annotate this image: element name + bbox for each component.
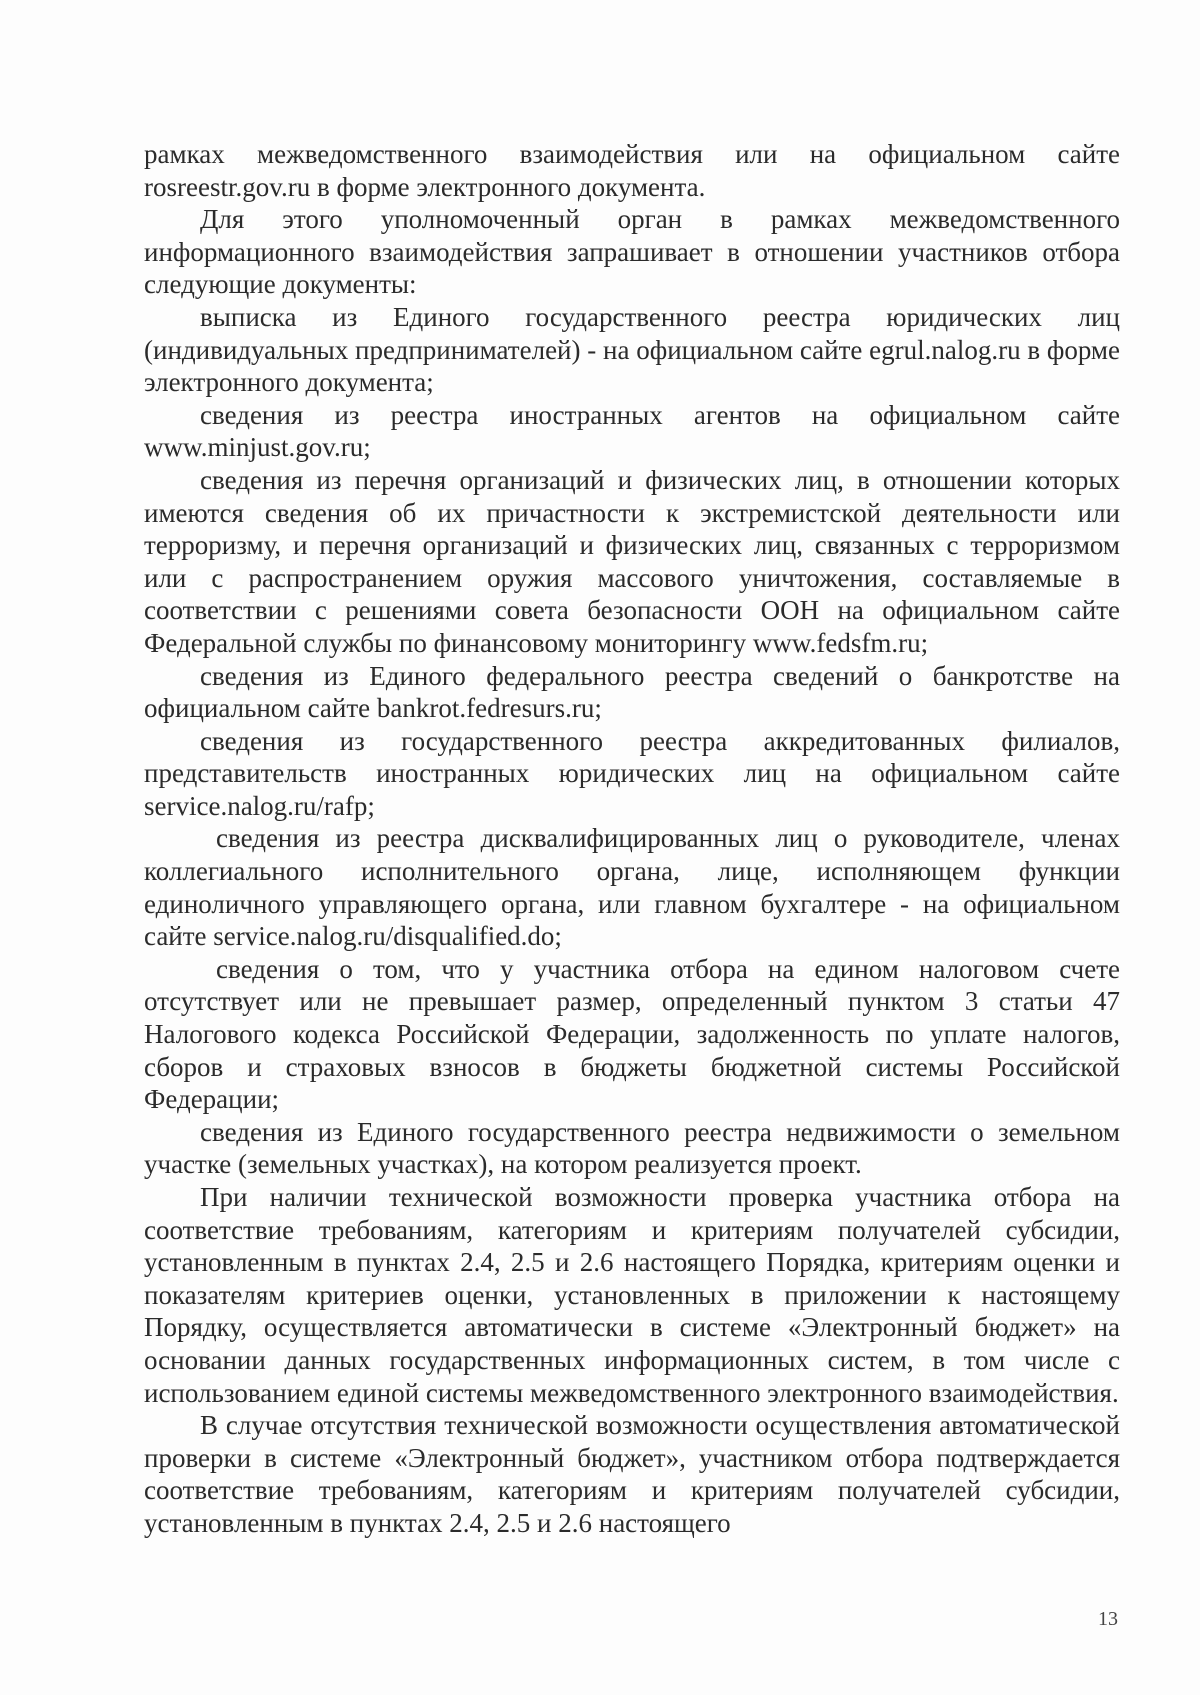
paragraph-manual-confirmation: В случае отсутствия технической возможности осуществления автоматической проверки в системе «Электронный бюджет», участником отбора подтверждается соответствие требованиям, категориям и критериям получателей субсидии, установленным в пунктах 2.4, 2.5 и 2.6 настоящего: [144, 1410, 1120, 1538]
paragraph-egrul-extract: выписка из Единого государственного реестра юридических лиц (индивидуальных предпринимателей) - на официальном сайте egrul.nalog.ru в форме электронного документа;: [144, 301, 1120, 398]
paragraph-foreign-agents: сведения из реестра иностранных агентов на официальном сайте www.minjust.gov.ru;: [144, 399, 1120, 463]
paragraph-continuation: рамках межведомственного взаимодействия или на официальном сайте rosreestr.gov.ru в форме электронного документа.: [144, 139, 1120, 202]
paragraph-accredited-branches: сведения из государственного реестра аккредитованных филиалов, представительств иностранных юридических лиц на официальном сайте service.nalog.ru/rafp;: [144, 725, 1120, 821]
document-body: [144, 138, 1120, 1540]
paragraph-bankruptcy-register: сведения из Единого федерального реестра сведений о банкротстве на официальном сайте bankrot.fedresurs.ru;: [144, 660, 1120, 724]
paragraph-request-intro: Для этого уполномоченный орган в рамках межведомственного информационного взаимодействия запрашивает в отношении участников отбора следующие документы:: [144, 204, 1120, 300]
page-number: 13: [1098, 1608, 1118, 1630]
paragraph-disqualified-persons: сведения из реестра дисквалифицированных лиц о руководителе, членах коллегиального исполнительного органа, лице, исполняющем функции единоличного управляющего органа, или главном бухгалтере - на официальном сайте service.nalog.ru/disqualified.do;: [144, 823, 1120, 952]
paragraph-automatic-check: При наличии технической возможности проверка участника отбора на соответствие требованиям, категориям и критериям получателей субсидии, установленным в пунктах 2.4, 2.5 и 2.6 настоящего Порядка, критериям оценки и показателям критериев оценки, установленных в приложении к настоящему Порядку, осуществляется автоматически в системе «Электронный бюджет» на основании данных государственных информационных систем, в том числе с использованием единой системы межведомственного электронного взаимодействия.: [144, 1182, 1120, 1408]
paragraph-extremism-list: сведения из перечня организаций и физических лиц, в отношении которых имеются сведения об их причастности к экстремистской деятельности или терроризму, и перечня организаций и физических лиц, связанных с терроризмом или с распространением оружия массового уничтожения, составляемые в соответствии с решениями совета безопасности ООН на официальном сайте Федеральной службы по финансовому мониторингу www.fedsfm.ru;: [144, 464, 1120, 658]
paragraph-land-register: сведения из Единого государственного реестра недвижимости о земельном участке (земельных участках), на котором реализуется проект.: [144, 1116, 1120, 1180]
paragraph-tax-debt: сведения о том, что у участника отбора на едином налоговом счете отсутствует или не превышает размер, определенный пунктом 3 статьи 47 Налогового кодекса Российской Федерации, задолженность по уплате налогов, сборов и страховых взносов в бюджеты бюджетной системы Российской Федерации;: [144, 953, 1120, 1115]
